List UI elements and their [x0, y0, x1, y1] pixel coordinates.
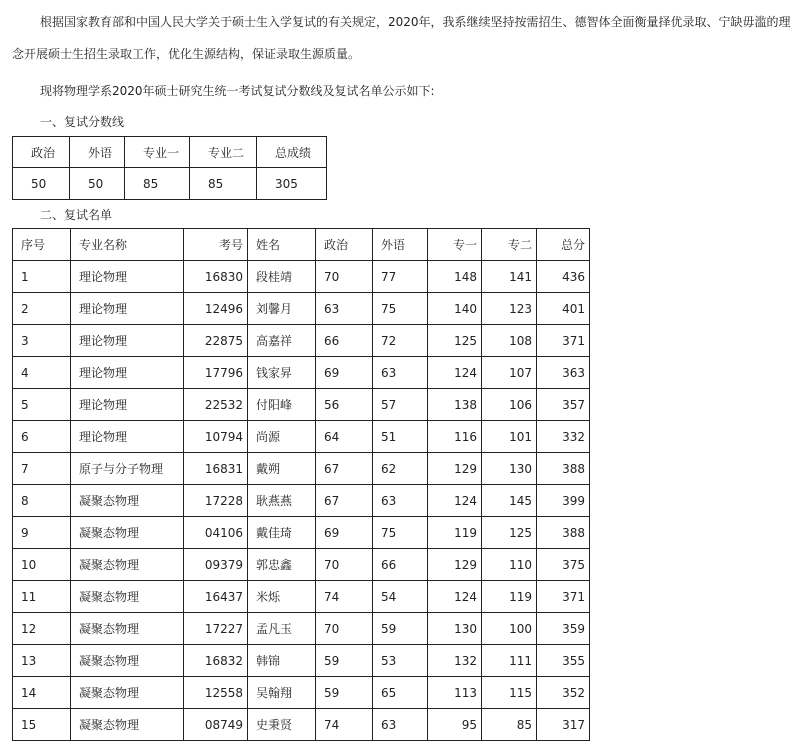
table-cell: 凝聚态物理 [71, 645, 184, 677]
list-header-cell: 总分 [537, 229, 590, 261]
table-row [13, 389, 590, 421]
table-cell: 67 [316, 485, 373, 517]
intro-paragraph-3: 现将物理学系2020年硕士研究生统一考试复试分数线及复试名单公示如下: [40, 84, 435, 98]
table-row [13, 549, 590, 581]
table-cell: 70 [316, 613, 373, 645]
list-header-cell: 专二 [482, 229, 537, 261]
table-cell: 22532 [184, 389, 248, 421]
table-cell: 130 [428, 613, 482, 645]
table-cell: 理论物理 [71, 357, 184, 389]
table-cell: 132 [428, 645, 482, 677]
table-cell: 106 [482, 389, 537, 421]
table-cell: 16437 [184, 581, 248, 613]
table-cell: 371 [537, 325, 590, 357]
table-cell: 332 [537, 421, 590, 453]
table-cell: 51 [373, 421, 428, 453]
list-header-cell: 外语 [373, 229, 428, 261]
table-cell: 59 [373, 613, 428, 645]
table-cell: 4 [13, 357, 71, 389]
table-cell: 108 [482, 325, 537, 357]
cutoff-value-cell: 85 [190, 168, 257, 200]
table-cell: 63 [373, 709, 428, 741]
table-cell: 129 [428, 549, 482, 581]
table-cell: 375 [537, 549, 590, 581]
table-cell: 70 [316, 549, 373, 581]
table-cell: 355 [537, 645, 590, 677]
cutoff-table [12, 136, 327, 200]
table-row [13, 709, 590, 741]
table-cell: 125 [428, 325, 482, 357]
table-cell: 段桂靖 [248, 261, 316, 293]
table-cell: 62 [373, 453, 428, 485]
cutoff-header-cell: 政治 [13, 137, 70, 168]
table-cell: 124 [428, 357, 482, 389]
table-cell: 04106 [184, 517, 248, 549]
list-header-cell: 政治 [316, 229, 373, 261]
table-cell: 359 [537, 613, 590, 645]
table-cell: 401 [537, 293, 590, 325]
table-cell: 77 [373, 261, 428, 293]
table-cell: 22875 [184, 325, 248, 357]
table-cell: 12558 [184, 677, 248, 709]
table-cell: 123 [482, 293, 537, 325]
table-cell: 理论物理 [71, 421, 184, 453]
cutoff-value-cell: 50 [13, 168, 70, 200]
table-cell: 65 [373, 677, 428, 709]
table-cell: 理论物理 [71, 325, 184, 357]
table-cell: 64 [316, 421, 373, 453]
table-cell: 371 [537, 581, 590, 613]
table-cell: 付阳峰 [248, 389, 316, 421]
table-cell: 357 [537, 389, 590, 421]
cutoff-header-row [13, 137, 327, 168]
table-cell: 凝聚态物理 [71, 613, 184, 645]
table-cell: 436 [537, 261, 590, 293]
table-cell: 100 [482, 613, 537, 645]
table-cell: 110 [482, 549, 537, 581]
table-cell: 孟凡玉 [248, 613, 316, 645]
table-cell: 米烁 [248, 581, 316, 613]
table-cell: 钱家昇 [248, 357, 316, 389]
table-cell: 8 [13, 485, 71, 517]
table-cell: 2 [13, 293, 71, 325]
table-cell: 理论物理 [71, 261, 184, 293]
table-cell: 66 [373, 549, 428, 581]
table-cell: 17227 [184, 613, 248, 645]
table-cell: 原子与分子物理 [71, 453, 184, 485]
table-row [13, 261, 590, 293]
table-row [13, 293, 590, 325]
cutoff-header-cell: 专业一 [125, 137, 190, 168]
table-cell: 刘馨月 [248, 293, 316, 325]
table-cell: 119 [428, 517, 482, 549]
table-cell: 17228 [184, 485, 248, 517]
table-cell: 70 [316, 261, 373, 293]
table-cell: 85 [482, 709, 537, 741]
table-cell: 67 [316, 453, 373, 485]
table-cell: 69 [316, 517, 373, 549]
table-cell: 16830 [184, 261, 248, 293]
table-cell: 75 [373, 293, 428, 325]
table-cell: 317 [537, 709, 590, 741]
table-cell: 111 [482, 645, 537, 677]
table-cell: 140 [428, 293, 482, 325]
cutoff-value-cell: 305 [257, 168, 327, 200]
table-cell: 12 [13, 613, 71, 645]
table-cell: 59 [316, 645, 373, 677]
table-row [13, 453, 590, 485]
table-row [13, 581, 590, 613]
table-cell: 14 [13, 677, 71, 709]
section-title-list: 二、复试名单 [40, 208, 113, 222]
table-cell: 141 [482, 261, 537, 293]
table-cell: 63 [316, 293, 373, 325]
table-cell: 399 [537, 485, 590, 517]
table-cell: 5 [13, 389, 71, 421]
table-cell: 72 [373, 325, 428, 357]
table-cell: 101 [482, 421, 537, 453]
table-cell: 74 [316, 709, 373, 741]
table-cell: 63 [373, 357, 428, 389]
table-row [13, 485, 590, 517]
table-cell: 郭忠鑫 [248, 549, 316, 581]
table-row [13, 613, 590, 645]
table-cell: 352 [537, 677, 590, 709]
table-cell: 124 [428, 485, 482, 517]
table-cell: 史秉贤 [248, 709, 316, 741]
table-cell: 7 [13, 453, 71, 485]
list-header-cell: 考号 [184, 229, 248, 261]
section-title-cutoff: 一、复试分数线 [40, 115, 125, 129]
table-cell: 12496 [184, 293, 248, 325]
table-cell: 戴朔 [248, 453, 316, 485]
table-cell: 10 [13, 549, 71, 581]
table-cell: 10794 [184, 421, 248, 453]
table-cell: 53 [373, 645, 428, 677]
table-cell: 戴佳琦 [248, 517, 316, 549]
table-cell: 韩锦 [248, 645, 316, 677]
table-cell: 148 [428, 261, 482, 293]
table-cell: 388 [537, 517, 590, 549]
table-cell: 66 [316, 325, 373, 357]
table-cell: 凝聚态物理 [71, 549, 184, 581]
table-cell: 57 [373, 389, 428, 421]
table-cell: 理论物理 [71, 389, 184, 421]
table-cell: 138 [428, 389, 482, 421]
table-row [13, 325, 590, 357]
table-cell: 08749 [184, 709, 248, 741]
table-row [13, 421, 590, 453]
table-cell: 耿燕燕 [248, 485, 316, 517]
table-row [13, 357, 590, 389]
cutoff-value-cell: 50 [70, 168, 125, 200]
cutoff-header-cell: 外语 [70, 137, 125, 168]
table-cell: 113 [428, 677, 482, 709]
intro-paragraph-2: 念开展硕士生招生录取工作，优化生源结构，保证录取生源质量。 [12, 47, 361, 61]
table-cell: 09379 [184, 549, 248, 581]
table-cell: 75 [373, 517, 428, 549]
cutoff-header-cell: 专业二 [190, 137, 257, 168]
table-cell: 95 [428, 709, 482, 741]
table-row [13, 677, 590, 709]
table-cell: 124 [428, 581, 482, 613]
table-cell: 凝聚态物理 [71, 581, 184, 613]
intro-paragraph-1: 根据国家教育部和中国人民大学关于硕士生入学复试的有关规定，2020年，我系继续坚持按需招生、德智体全面衡量择优录取、宁缺毋滥的理 [40, 15, 791, 29]
table-cell: 16831 [184, 453, 248, 485]
table-cell: 59 [316, 677, 373, 709]
table-cell: 74 [316, 581, 373, 613]
table-cell: 尚源 [248, 421, 316, 453]
table-row [13, 517, 590, 549]
table-cell: 凝聚态物理 [71, 517, 184, 549]
table-cell: 吴翰翔 [248, 677, 316, 709]
table-row [13, 645, 590, 677]
table-cell: 3 [13, 325, 71, 357]
table-cell: 69 [316, 357, 373, 389]
table-cell: 54 [373, 581, 428, 613]
list-header-row [13, 229, 590, 261]
table-cell: 1 [13, 261, 71, 293]
table-cell: 130 [482, 453, 537, 485]
table-cell: 11 [13, 581, 71, 613]
table-cell: 17796 [184, 357, 248, 389]
table-cell: 凝聚态物理 [71, 677, 184, 709]
cutoff-header-cell: 总成绩 [257, 137, 327, 168]
table-cell: 125 [482, 517, 537, 549]
table-cell: 15 [13, 709, 71, 741]
table-cell: 16832 [184, 645, 248, 677]
table-cell: 145 [482, 485, 537, 517]
table-cell: 115 [482, 677, 537, 709]
table-cell: 凝聚态物理 [71, 709, 184, 741]
table-cell: 9 [13, 517, 71, 549]
table-cell: 63 [373, 485, 428, 517]
table-cell: 13 [13, 645, 71, 677]
table-cell: 129 [428, 453, 482, 485]
cutoff-value-row [13, 168, 327, 200]
list-header-cell: 专业名称 [71, 229, 184, 261]
table-cell: 凝聚态物理 [71, 485, 184, 517]
table-cell: 高嘉祥 [248, 325, 316, 357]
interview-list-table [12, 228, 590, 741]
list-header-cell: 序号 [13, 229, 71, 261]
table-cell: 56 [316, 389, 373, 421]
table-cell: 107 [482, 357, 537, 389]
table-cell: 6 [13, 421, 71, 453]
table-cell: 理论物理 [71, 293, 184, 325]
list-header-cell: 专一 [428, 229, 482, 261]
cutoff-value-cell: 85 [125, 168, 190, 200]
table-cell: 116 [428, 421, 482, 453]
table-cell: 119 [482, 581, 537, 613]
table-cell: 388 [537, 453, 590, 485]
table-cell: 363 [537, 357, 590, 389]
list-header-cell: 姓名 [248, 229, 316, 261]
